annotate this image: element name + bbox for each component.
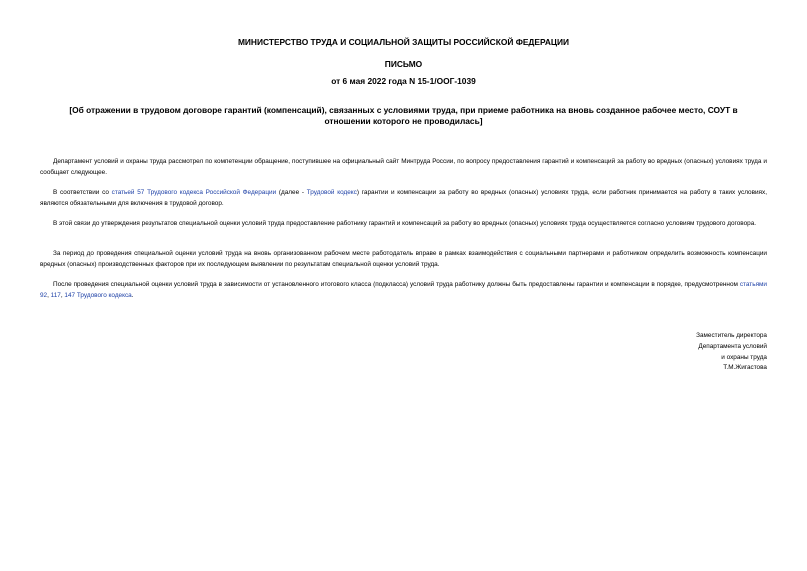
paragraph-5-text-after: . <box>131 291 134 299</box>
document-type: ПИСЬМО <box>384 59 423 69</box>
paragraph-5-sep-1: , <box>47 291 51 299</box>
paragraph-4: За период до проведения специальной оценки условий труда на вновь организованном рабочем месте работодатель вправе в рамках взаимодействия с социальными партнерами и работником определить возможность компенсации вредных (опасных) производственных факторов при их последующем выявлении по результатам специальной оценки условий труда. <box>40 250 767 268</box>
paragraph-5-sep-2: , <box>60 291 65 299</box>
paragraph-2-text-before: В соответствии со <box>53 189 112 196</box>
paragraph-3: В этой связи до утверждения результатов специальной оценки условий труда предоставление работнику гарантий и компенсаций за работу во вредных (опасных) условиях труда осуществляется согласно условиям трудового договора. <box>53 220 757 227</box>
signature-department: Департамента условий <box>698 342 767 350</box>
ministry-heading: МИНИСТЕРСТВО ТРУДА И СОЦИАЛЬНОЙ ЗАЩИТЫ РОССИЙСКОЙ ФЕДЕРАЦИИ <box>237 37 570 47</box>
signature-department-cont: и охраны труда <box>721 353 767 361</box>
signature-position: Заместитель директора <box>696 332 767 339</box>
document-subject: [Об отражении в трудовом договоре гарантий (компенсаций), связанных с условиями труда, при приеме работника на вновь созданное рабочее место, СОУТ в отношении которого не проводилась] <box>69 105 738 126</box>
signature-name: Т.М.Жигастова <box>723 364 767 372</box>
signature-block <box>696 331 767 374</box>
link-article-117[interactable]: 117 <box>50 291 61 299</box>
link-labor-code[interactable]: Трудовой кодекс <box>306 189 357 196</box>
link-article-92[interactable]: статьями 92 <box>40 281 767 299</box>
paragraph-1: Департамент условий и охраны труда рассмотрел по компетенции обращение, поступившее на официальный сайт Минтруда России, по вопросу предоставления гарантий и компенсаций за работу во вредных (опасных) условиях труда и сообщает следующее. <box>40 158 767 176</box>
paragraph-5 <box>40 280 767 302</box>
paragraph-2 <box>40 188 767 210</box>
link-article-147-labor-code[interactable]: 147 Трудового кодекса <box>64 291 132 299</box>
paragraph-5-text-before: После проведения специальной оценки условий труда в зависимости от установленного итогового класса (подкласса) условий труда работнику должны быть предоставлены гарантии и компенсации в порядке, предусмотренном <box>53 281 740 288</box>
paragraph-2-text-middle: (далее - <box>276 189 307 196</box>
paragraph-2-text-after: ) гарантии и компенсации за работу во вредных (опасных) условиях труда, если работник принимается на работу в таких условиях, являются обязательными для включения в трудовой договор. <box>40 189 767 207</box>
link-article-57-labor-code[interactable]: статьей 57 Трудового кодекса Российской Федерации <box>111 189 277 196</box>
document-date-number: от 6 мая 2022 года N 15-1/ООГ-1039 <box>331 76 476 86</box>
